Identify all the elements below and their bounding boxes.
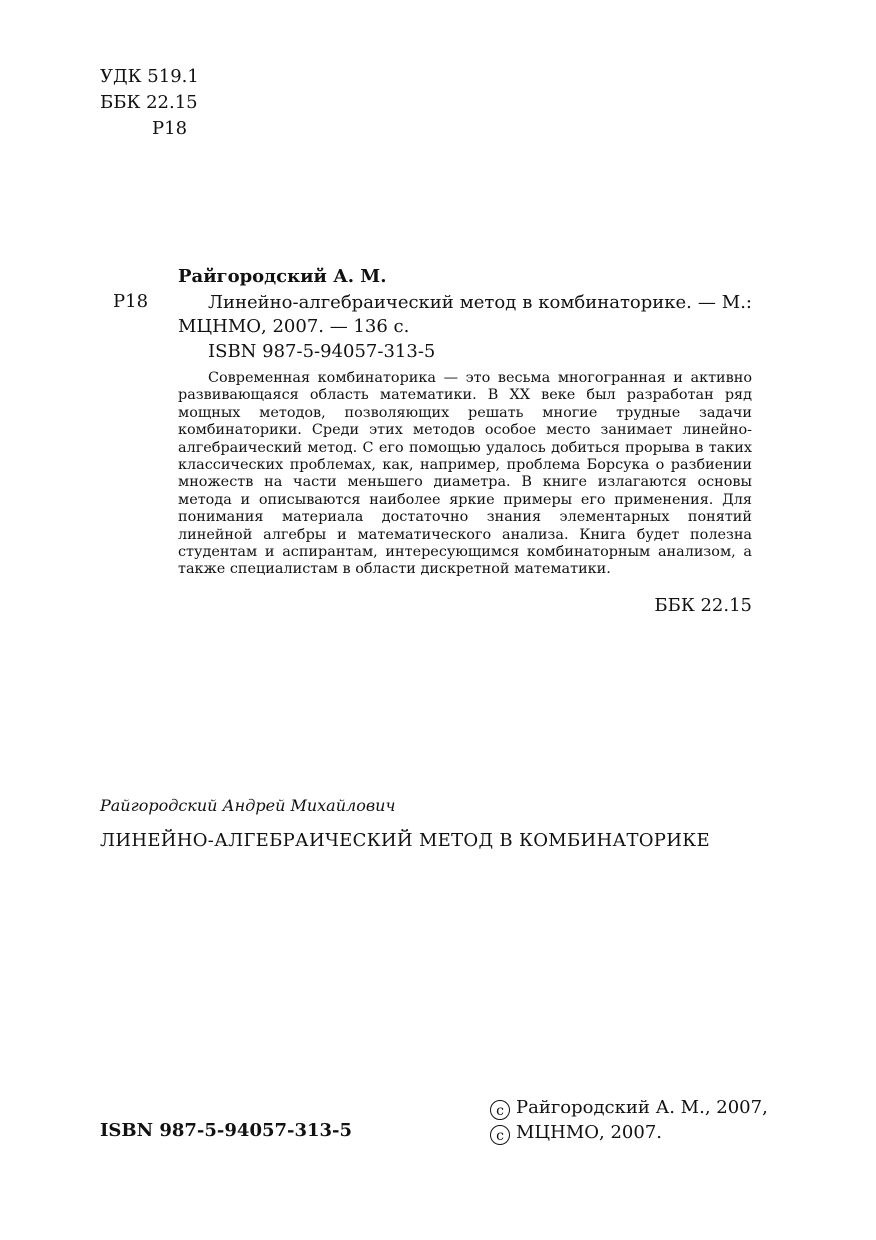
abstract-paragraph: Современная комбинаторика — это весьма многогранная и активно развивающаяся область математики. В XX веке был разработан ряд мощных методов, позволяющих решать многие трудные задачи комбинаторики. Среди этих методов особое место занимает линейно-алгебраический метод. С его помощью удалось добиться прорыва в таких классических проблемах, как, например, проблема Борсука о разбиении множеств на части меньшего диаметра. В книге излагаются основы метода и описываются наиболее яркие примеры его применения. Для понимания материала достаточно знания элементарных понятий линейной алгебры и математического анализа. Книга будет полезна студентам и аспирантам, интересующимся комбинаторным анализом, а также специалистам в области дискретной математики. <box>178 370 752 578</box>
record-isbn: ISBN 987-5-94057-313-5 <box>208 341 436 362</box>
copyright-text: Райгородский А. М., 2007, <box>516 1097 768 1118</box>
record-bbk: ББК 22.15 <box>654 595 752 616</box>
classification-codes <box>100 64 199 142</box>
copyright-line <box>490 1095 768 1120</box>
record-author: Райгородский А. М. <box>178 266 387 287</box>
copyright-block <box>490 1095 768 1145</box>
bbk-code: ББК 22.15 <box>100 92 198 113</box>
author-full-name: Райгородский Андрей Михайлович <box>100 796 396 815</box>
record-code: Р18 <box>113 291 149 312</box>
footer-isbn: ISBN 987-5-94057-313-5 <box>100 1120 353 1141</box>
copyright-icon: c <box>490 1100 510 1120</box>
copyright-icon: c <box>490 1125 510 1145</box>
copyright-text: МЦНМО, 2007. <box>516 1122 662 1143</box>
udk-code: УДК 519.1 <box>100 66 199 87</box>
record-description: Линейно-алгебраический метод в комбинаторике. — М.: МЦНМО, 2007. — 136 с. <box>178 292 752 337</box>
book-title: ЛИНЕЙНО-АЛГЕБРАИЧЕСКИЙ МЕТОД В КОМБИНАТОРИКЕ <box>100 830 710 851</box>
copyright-line <box>490 1120 768 1145</box>
author-mark: Р18 <box>152 118 188 139</box>
